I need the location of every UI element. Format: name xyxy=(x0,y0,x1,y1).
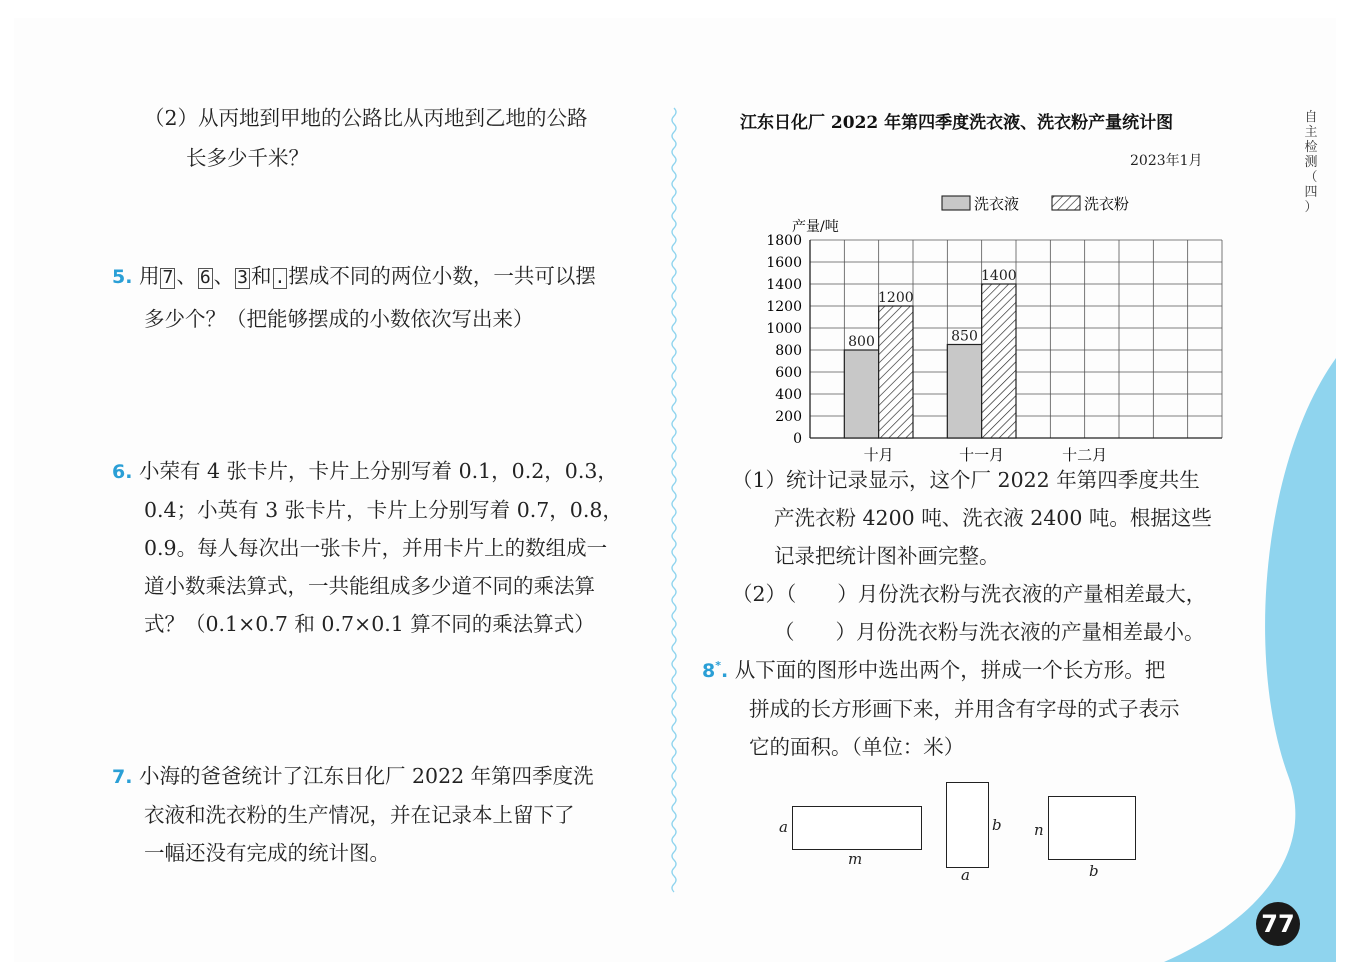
q5-pre: 用 xyxy=(138,264,160,288)
q7-line2: 衣液和洗衣粉的生产情况，并在记录本上留下了 xyxy=(144,803,575,827)
side-label-char: 主 xyxy=(1304,125,1318,140)
q6-line5: 式？（0.1×0.7 和 0.7×0.1 算不同的乘法算式） xyxy=(144,612,595,636)
q4-2-line2: 长多少千米？ xyxy=(186,146,309,170)
bar-laundry-liquid xyxy=(947,345,981,439)
bar-data-label: 800 xyxy=(848,334,875,350)
q8-line2: 拼成的长方形画下来，并用含有字母的式子表示 xyxy=(749,697,1180,721)
q5-post: 摆成不同的两位小数，一共可以摆 xyxy=(288,264,596,288)
question-number: 5. xyxy=(112,266,133,288)
workbook-page xyxy=(14,18,1336,962)
side-label-char: 自 xyxy=(1304,110,1318,125)
separator: 、 xyxy=(176,264,197,288)
question-number: 8 xyxy=(702,660,716,682)
legend-swatch xyxy=(1052,196,1080,210)
question-number: 6. xyxy=(112,461,133,483)
digit-card-7: 7 xyxy=(162,267,174,288)
rectangle-n-by-b xyxy=(1048,796,1136,860)
page-number: 77 xyxy=(1256,902,1300,946)
bar-chart xyxy=(734,168,1234,464)
y-tick-label: 1800 xyxy=(766,233,802,249)
shape3-bottom-label: b xyxy=(1089,862,1099,880)
q7-line1: 小海的爸爸统计了江东日化厂 2022 年第四季度洗 xyxy=(138,764,594,788)
bar-laundry-liquid xyxy=(844,350,878,438)
optional-star: * xyxy=(715,659,721,672)
q6-line3: 0.9。每人每次出一张卡片，并用卡片上的数组成一 xyxy=(144,536,608,560)
section-side-label xyxy=(1301,110,1321,215)
side-label-char: ） xyxy=(1304,200,1318,215)
q4-2-line1: （2）从丙地到甲地的公路比从丙地到乙地的公路 xyxy=(144,106,588,130)
digit-card-3: 3 xyxy=(237,267,249,288)
bar-data-label: 850 xyxy=(951,328,978,345)
side-label-char: 测 xyxy=(1304,155,1318,170)
shape1-left-label: a xyxy=(779,818,788,836)
side-label-char: 检 xyxy=(1304,140,1318,155)
q6-line2: 0.4；小英有 3 张卡片，卡片上分别写着 0.7，0.8， xyxy=(144,498,623,522)
digit-card-6: 6 xyxy=(199,267,211,288)
q7-line3: 一幅还没有完成的统计图。 xyxy=(144,841,390,865)
question-number: 7. xyxy=(112,766,133,788)
y-tick-label: 1200 xyxy=(766,299,802,315)
shape3-left-label: n xyxy=(1034,821,1044,839)
q7-sub2-line2: （ ）月份洗衣粉与洗衣液的产量相差最小。 xyxy=(774,620,1205,644)
y-tick-label: 1400 xyxy=(766,277,802,293)
side-label-char: （ xyxy=(1304,170,1318,185)
y-tick-label: 1000 xyxy=(766,321,802,337)
y-axis-label: 产量/吨 xyxy=(792,219,839,235)
legend-swatch xyxy=(942,196,970,210)
q7-sub1-line3: 记录把统计图补画完整。 xyxy=(774,544,1000,568)
and-text: 和 xyxy=(251,264,272,288)
rectangle-a-by-m xyxy=(792,806,922,850)
bar-data-label: 1200 xyxy=(878,290,914,306)
chart-title: 江东日化厂 2022 年第四季度洗衣液、洗衣粉产量统计图 xyxy=(740,113,1174,133)
separator: 、 xyxy=(213,264,235,288)
rectangle-a-by-b xyxy=(946,782,989,868)
legend-label: 洗衣液 xyxy=(974,195,1020,213)
bar-laundry-powder xyxy=(879,306,913,438)
x-tick-label: 十二月 xyxy=(1062,446,1108,464)
decimal-point-card: . xyxy=(274,267,286,288)
shape1-bottom-label: m xyxy=(848,850,863,868)
y-tick-label: 1600 xyxy=(766,255,802,271)
question-5 xyxy=(112,266,596,289)
y-tick-label: 400 xyxy=(775,387,802,403)
column-divider-wavy xyxy=(669,108,679,888)
q7-sub1-line2: 产洗衣粉 4200 吨、洗衣液 2400 吨。根据这些 xyxy=(774,506,1212,530)
bar-laundry-powder xyxy=(982,284,1016,438)
shape2-bottom-label: a xyxy=(961,866,970,884)
y-tick-label: 200 xyxy=(775,409,802,425)
x-tick-label: 十月 xyxy=(863,446,894,464)
q8-line3: 它的面积。（单位：米） xyxy=(749,735,965,759)
q6-line1: 小荣有 4 张卡片，卡片上分别写着 0.1，0.2，0.3， xyxy=(138,459,618,483)
q7-sub1-line1: （1）统计记录显示，这个厂 2022 年第四季度共生 xyxy=(732,468,1200,492)
question-6 xyxy=(112,461,618,482)
q6-line4: 道小数乘法算式，一共能组成多少道不同的乘法算 xyxy=(144,574,595,598)
y-tick-label: 600 xyxy=(775,365,802,381)
question-dot: . xyxy=(721,660,729,682)
legend-label: 洗衣粉 xyxy=(1084,195,1130,213)
q8-line1: 从下面的图形中选出两个，拼成一个长方形。把 xyxy=(734,658,1166,682)
q5-line2: 多少个？（把能够摆成的小数依次写出来） xyxy=(144,307,534,331)
side-label-char: 四 xyxy=(1304,185,1318,200)
question-7 xyxy=(112,766,594,787)
x-tick-label: 十一月 xyxy=(959,446,1005,464)
bar-data-label: 1400 xyxy=(981,268,1017,284)
y-tick-label: 800 xyxy=(775,343,802,359)
question-8 xyxy=(702,660,1165,681)
q7-sub2-line1: （2）（ ）月份洗衣粉与洗衣液的产量相差最大， xyxy=(732,582,1207,606)
y-tick-label: 0 xyxy=(793,431,802,447)
shape2-right-label: b xyxy=(992,816,1002,834)
chart-date: 2023年1月 xyxy=(1130,153,1203,169)
